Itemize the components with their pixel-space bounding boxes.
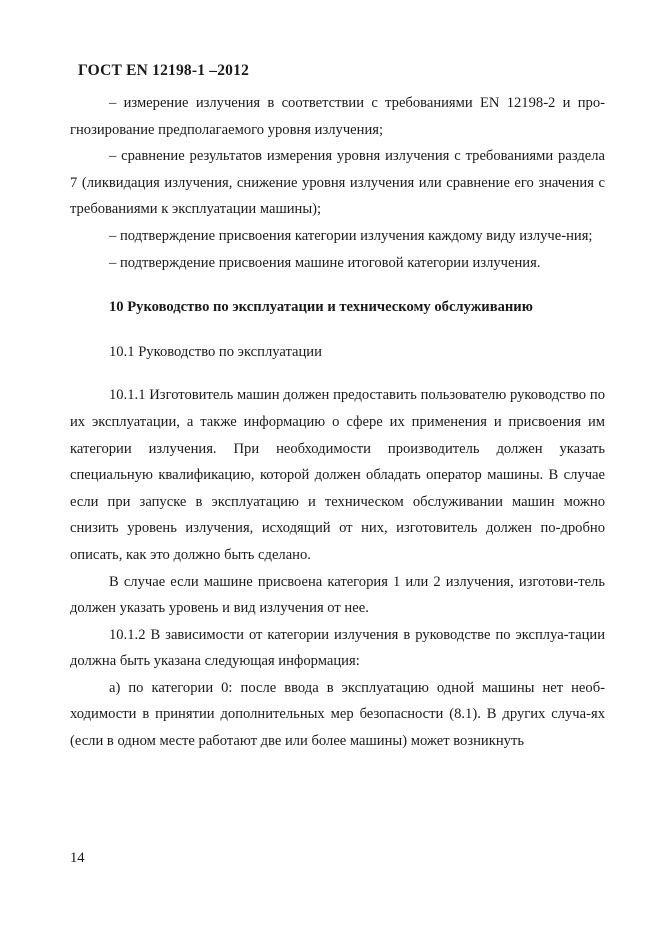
list-item: – сравнение результатов измерения уровня излучения с требованиями раздела 7 (ликвидация излучения, снижение уровня излучения или сравнение его значения с требованиями к эксплуатации машины);	[70, 148, 605, 218]
list-item: – подтверждение присвоения категории излучения каждому виду излуче-ния;	[109, 227, 593, 244]
subsection-heading: 10.1 Руководство по эксплуатации	[109, 343, 322, 360]
page-number: 14	[70, 850, 85, 866]
list-item: – измерение излучения в соответствии с требованиями EN 12198-2 и про-гнозирование предполагаемого уровня излучения;	[70, 95, 605, 138]
paragraph: 10.1.2 В зависимости от категории излучения в руководстве по эксплуа-тации должна быть указана следующая информация:	[70, 626, 605, 670]
section-heading: 10 Руководство по эксплуатации и техническому обслуживанию	[109, 299, 533, 316]
paragraph: В случае если машине присвоена категория 1 или 2 излучения, изготови-тель должен указать уровень и вид излучения от нее.	[70, 573, 605, 617]
document-body	[70, 90, 605, 755]
paragraph: 10.1.1 Изготовитель машин должен предоставить пользователю руководство по их эксплуатации, а также информацию о сфере их применения и присвоения им категории излучения. При необходимости производитель должен указать специальную квалификацию, которой должен обладать оператор машины. В случае если при запуске в эксплуатацию и техническом обслуживании машин можно снизить уровень излучения, исходящий от них, изготовитель должен по-дробно описать, как это должно быть сделано.	[70, 387, 605, 563]
paragraph: а) по категории 0: после ввода в эксплуатацию одной машины нет необ-ходимости в принятии дополнительных мер безопасности (8.1). В других случа-ях (если в одном месте работают две или более машины) может возникнуть	[70, 679, 605, 750]
list-item: – подтверждение присвоения машине итоговой категории излучения.	[109, 254, 541, 271]
document-standard-id: ГОСТ EN 12198-1 –2012	[78, 62, 250, 79]
